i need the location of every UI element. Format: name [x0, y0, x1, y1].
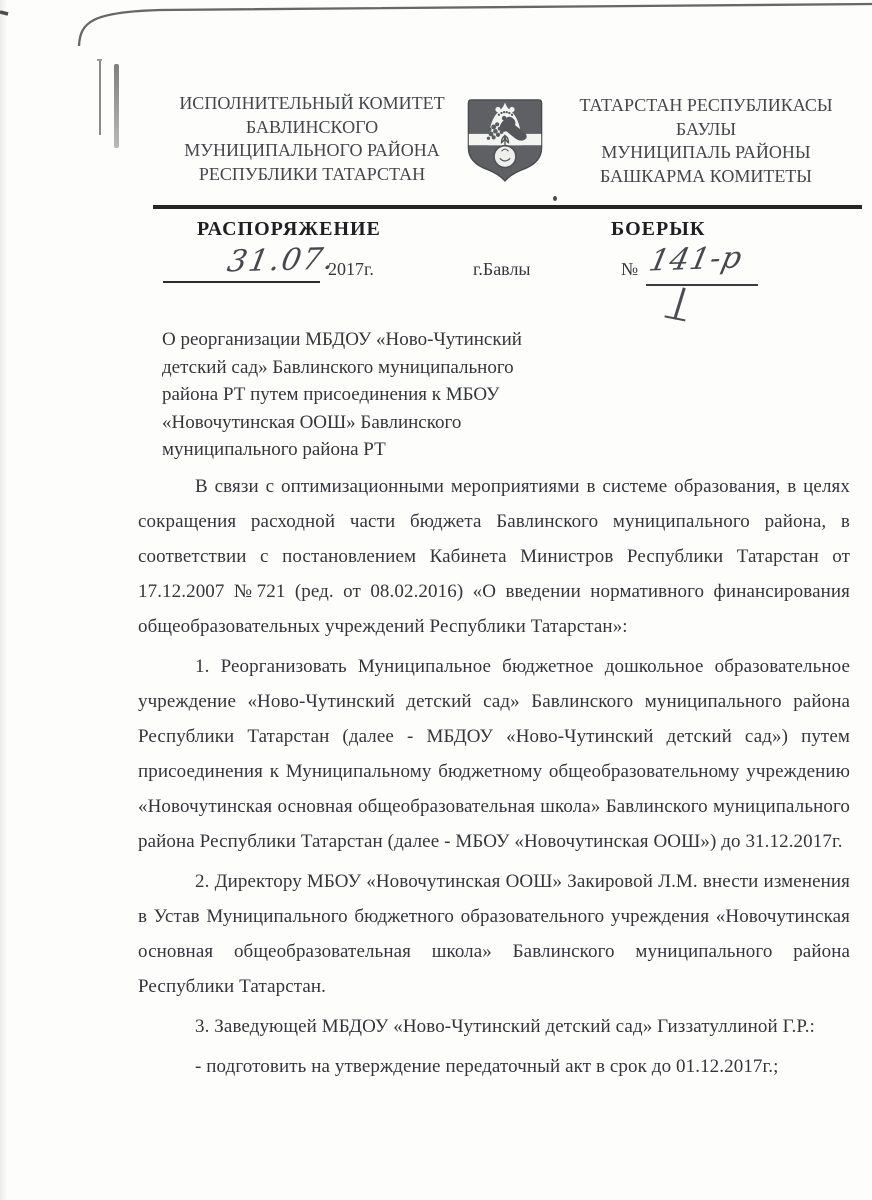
subject-line: «Новочутинская ООШ» Бавлинского: [162, 411, 462, 433]
org-line: МУНИЦИПАЛЬНОГО РАЙОНА: [184, 140, 440, 160]
org-line: БАУЛЫ: [675, 118, 737, 139]
header-divider-rule: [153, 205, 862, 209]
doc-title-tatar: БОЕРЫК: [611, 218, 706, 240]
place-label: г.Бавлы: [473, 259, 531, 279]
handwriting-flourish: [673, 287, 685, 319]
handwritten-number: 141-р: [645, 240, 746, 279]
date-underline: [163, 281, 320, 283]
org-line: МУНИЦИПАЛЬ РАЙОНЫ: [601, 142, 811, 162]
org-line: ИСПОЛНИТЕЛЬНЫЙ КОМИТЕТ: [179, 93, 445, 113]
org-line: ТАТАРСТАН РЕСПУБЛИКАСЫ: [579, 95, 833, 115]
margin-pen-mark: [114, 64, 119, 148]
scan-paper-edge-artifact: [0, 0, 872, 60]
org-line: БАШКАРМА КОМИТЕТЫ: [599, 165, 813, 186]
subject-block: [162, 326, 602, 464]
subject-line: муниципального района РТ: [162, 439, 386, 460]
org-name-tatar: [556, 94, 856, 188]
subject-line: О реорганизации МБДОУ «Ново-Чутинский: [162, 329, 522, 350]
paragraph-subitem: - подготовить на утверждение передаточный акт в срок до 01.12.2017г.;: [195, 1056, 779, 1077]
coat-of-arms-emblem: [464, 89, 546, 191]
subject-line: района РТ путем присоединения к МБОУ: [162, 384, 500, 405]
year-label: 2017г.: [328, 259, 374, 279]
number-underline: [646, 284, 758, 286]
org-line: РЕСПУБЛИКИ ТАТАРСТАН: [198, 163, 426, 184]
handwritten-date: 31.07.: [224, 241, 339, 280]
margin-pen-mark: [99, 61, 101, 135]
org-name-russian: [150, 92, 474, 186]
number-sign: №: [621, 259, 639, 279]
subject-line: детский сад» Бавлинского муниципального: [162, 356, 514, 378]
paragraph-item-3: 3. Заведующей МБДОУ «Ново-Чутинский детский сад» Гиззатуллиной Г.Р.:: [195, 1016, 815, 1037]
paragraph-item-1: 1. Реорганизовать Муниципальное бюджетное дошкольное образовательное учреждение «Ново-Чутинский детский сад» Бавлинского муниципального района Республики Татарстан (далее - МБДОУ «Ново-Чутинский детский сад») путем присоединения к Муниципальному бюджетному общеобразовательному учреждению «Новочутинская основная общеобразовательная школа» Бавлинского муниципального района Республики Татарстан (далее - МБОУ «Новочутинская ООШ») до 31.12.2017г.: [138, 656, 850, 852]
doc-title-russian: РАСПОРЯЖЕНИЕ: [197, 218, 381, 240]
org-line: БАВЛИНСКОГО: [245, 116, 379, 137]
body-text: [138, 469, 850, 1084]
ink-speck: [553, 196, 557, 201]
paragraph-item-2: 2. Директору МБОУ «Новочутинская ООШ» Закировой Л.М. внести изменения в Устав Муниципального бюджетного образовательного учреждения «Новочутинская основная общеобразовательная школа» Бавлинского муниципального района Республики Татарстан.: [138, 871, 850, 997]
paragraph-preamble: В связи с оптимизационными мероприятиями в системе образования, в целях сокращения расходной части бюджета Бавлинского муниципального района, в соответствии с постановлением Кабинета Министров Республики Татарстан от 17.12.2007 №721 (ред. от 08.02.2016) «О введении нормативного финансирования общеобразовательных учреждений Республики Татарстан»:: [138, 476, 850, 637]
